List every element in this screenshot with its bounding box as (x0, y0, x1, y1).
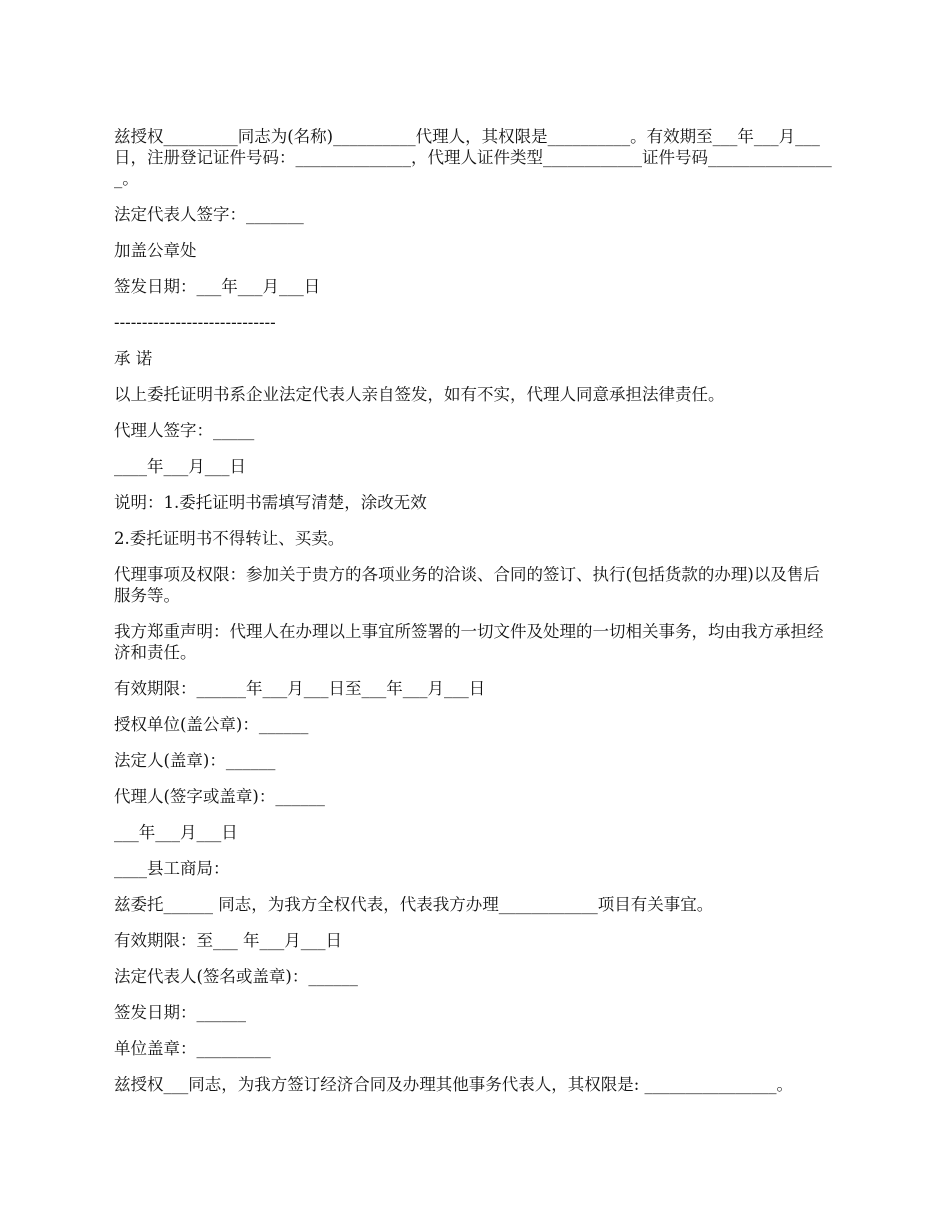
recipient-line: ____县工商局： (114, 859, 230, 878)
document-body (114, 126, 836, 1110)
issue-date-line: 签发日期：___年___月___日 (114, 277, 321, 296)
promise-heading: 承 诺 (114, 349, 153, 368)
authorizing-unit-line: 授权单位(盖公章)：______ (114, 715, 309, 734)
authorization-paragraph: 兹授权_________同志为(名称)__________代理人，其权限是__________。有效期至___年___月___日，注册登记证件号码：______________，代理人证件类型____________证件号码________________。 (114, 127, 832, 188)
declaration-paragraph: 我方郑重声明：代理人在办理以上事宜所签署的一切文件及处理的一切相关事务，均由我方承担经济和责任。 (114, 622, 824, 662)
legal-person-seal-line: 法定人(盖章)：______ (114, 751, 276, 770)
note-item-2: 2.委托证明书不得转让、买卖。 (114, 529, 345, 548)
agent-signature-line: 代理人签字：_____ (114, 421, 255, 440)
note-item-1: 说明：1.委托证明书需填写清楚，涂改无效 (114, 493, 427, 512)
agent-sign-or-seal-line: 代理人(签字或盖章)：______ (114, 787, 325, 806)
promise-date-line: ____年___月___日 (114, 457, 246, 476)
promise-paragraph: 以上委托证明书系企业法定代表人亲自签发，如有不实，代理人同意承担法律责任。 (114, 385, 725, 404)
dashed-divider: ----------------------------- (114, 313, 276, 332)
entrustment-paragraph: 兹委托______ 同志，为我方全权代表，代表我方办理____________项目有关事宜。 (114, 895, 714, 914)
legal-rep-signature-line: 法定代表人签字：_______ (114, 205, 304, 224)
unit-seal-line: 单位盖章：_________ (114, 1039, 271, 1058)
validity-period-line: 有效期限：______年___月___日至___年___月___日 (114, 679, 486, 698)
seal-location-label: 加盖公章处 (114, 241, 197, 260)
issue-date-blank-line: 签发日期：______ (114, 1003, 246, 1022)
legal-rep-sign-or-seal-line: 法定代表人(签名或盖章)：______ (114, 967, 358, 986)
contract-authorization-paragraph: 兹授权___同志，为我方签订经济合同及办理其他事务代表人，其权限是: ________________。 (114, 1075, 794, 1094)
agency-scope-paragraph: 代理事项及权限：参加关于贵方的各项业务的洽谈、合同的签订、执行(包括货款的办理)以及售后服务等。 (114, 565, 820, 605)
validity-until-line: 有效期限：至___ 年___月___日 (114, 931, 342, 950)
date-line: ___年___月___日 (114, 823, 238, 842)
